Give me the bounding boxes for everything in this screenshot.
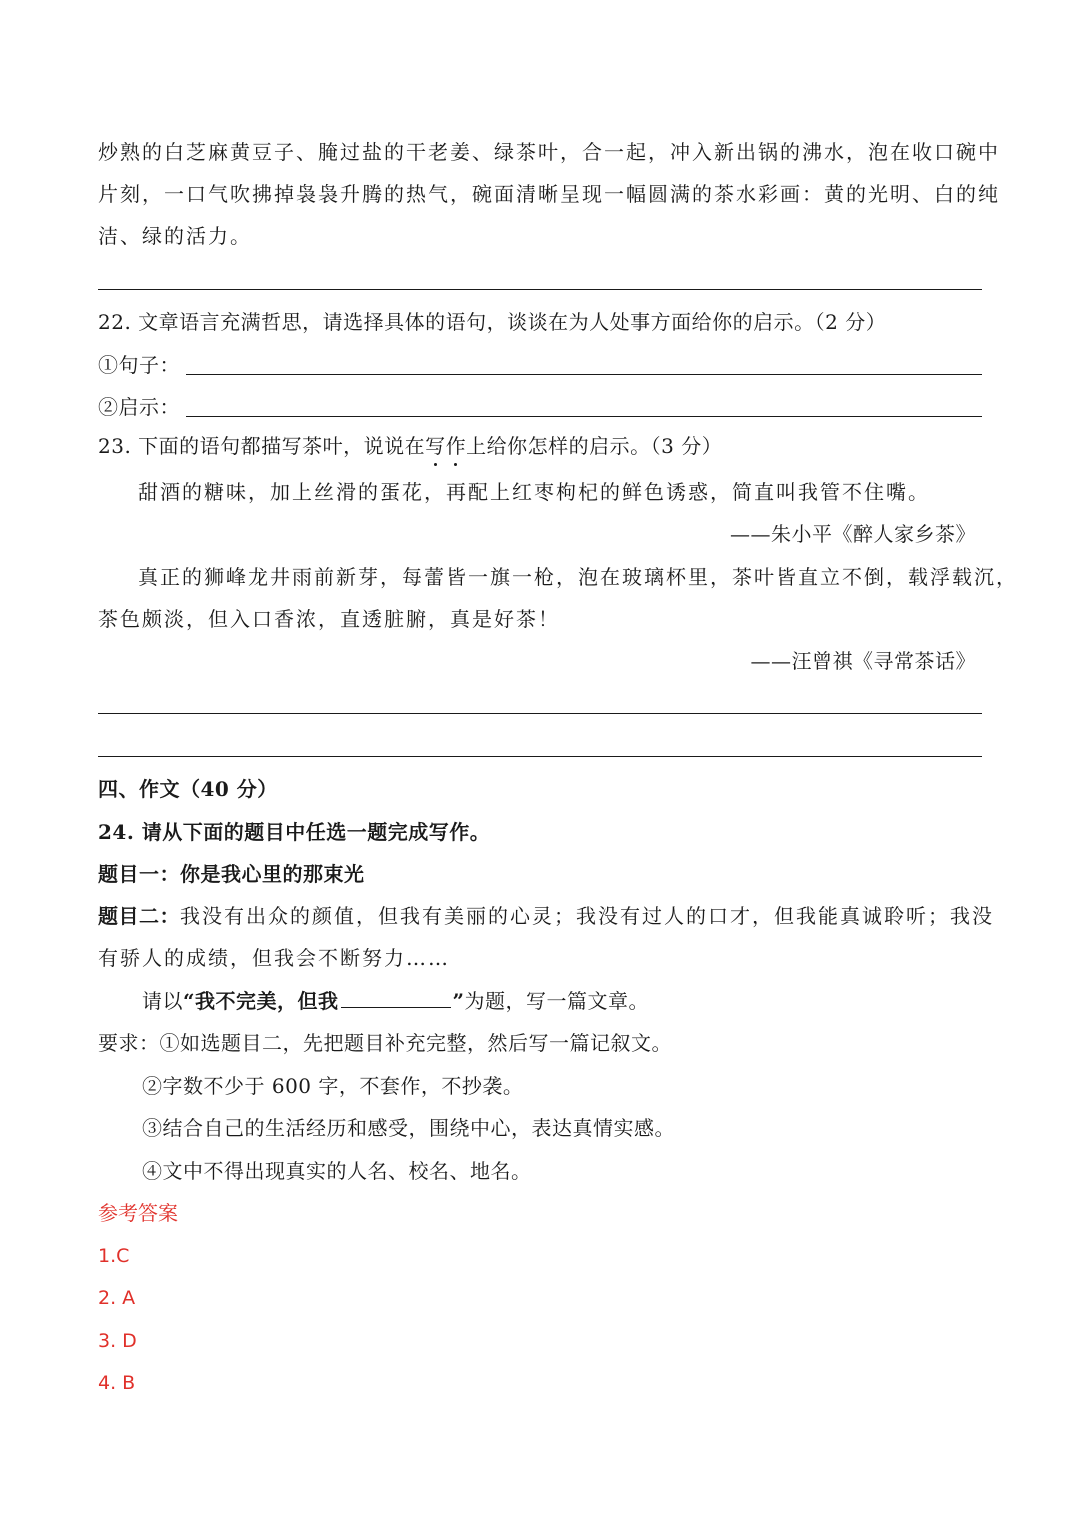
q23-source-2: ——汪曾祺《寻常茶话》	[750, 649, 976, 673]
q22-sentence-answer-line[interactable]	[186, 374, 982, 375]
title-blank[interactable]	[341, 987, 451, 1008]
topic-2-line-1	[98, 902, 994, 930]
question-22: 22. 文章语言充满哲思，请选择具体的语句，谈谈在为人处事方面给你的启示。（2 分）	[98, 310, 887, 334]
requirement-2: ②字数不少于 600 字，不套作，不抄袭。	[142, 1074, 524, 1098]
q23-answer-line-1[interactable]	[98, 713, 982, 714]
topic-2-label: 题目二：	[98, 904, 180, 928]
q23-quote-2-line-2: 茶色颇淡，但入口香浓，直透脏腑，真是好茶！	[98, 607, 560, 631]
q23-emphasis-char-2: 作	[445, 434, 467, 458]
q23-source-1: ——朱小平《醉人家乡茶》	[730, 522, 976, 546]
question-24: 24. 请从下面的题目中任选一题完成写作。	[98, 820, 491, 844]
q23-answer-line-2[interactable]	[98, 756, 982, 757]
answer-2: 2. A	[98, 1287, 136, 1309]
answer-1: 1.C	[98, 1245, 130, 1267]
topic-1: 题目一：你是我心里的那束光	[98, 862, 365, 886]
q23-emphasis-char-1: 写	[425, 434, 446, 458]
q23-prompt-before: 23. 下面的语句都描写茶叶，说说在	[98, 434, 426, 458]
requirement-4: ④文中不得出现真实的人名、校名、地名。	[142, 1159, 532, 1183]
topic-2-text: 我没有出众的颜值，但我有美丽的心灵；我没有过人的口才，但我能真诚聆听；我没	[180, 904, 994, 928]
title-prompt-pre: 请以	[142, 989, 183, 1013]
title-prompt-bold: “我不完美，但我	[183, 989, 339, 1013]
q22-insight-answer-line[interactable]	[186, 416, 982, 417]
title-prompt-quote-end: ”	[452, 989, 465, 1013]
requirement-3: ③结合自己的生活经历和感受，围绕中心，表达真情实感。	[142, 1116, 675, 1140]
passage-line-3: 洁、绿的活力。	[98, 224, 252, 248]
q22-sentence-label: ①句子：	[98, 353, 180, 377]
question-23	[98, 432, 722, 460]
answer-4: 4. B	[98, 1372, 136, 1394]
topic-2-line-2: 有骄人的成绩，但我会不断努力……	[98, 946, 450, 970]
title-prompt	[142, 987, 649, 1015]
title-prompt-post: 为题，写一篇文章。	[464, 989, 650, 1013]
q22-insight-label: ②启示：	[98, 395, 180, 419]
q23-prompt-after: 上给你怎样的启示。（3 分）	[466, 434, 723, 458]
q23-quote-1: 甜酒的糖味，加上丝滑的蛋花，再配上红枣枸杞的鲜色诱惑，简直叫我管不住嘴。	[138, 480, 930, 504]
requirement-1: 要求：①如选题目二，先把题目补充完整，然后写一篇记叙文。	[98, 1031, 672, 1055]
answer-3: 3. D	[98, 1330, 137, 1352]
answer-rule	[98, 289, 982, 290]
section-4-heading: 四、作文（40 分）	[98, 777, 278, 801]
passage-line-2: 片刻，一口气吹拂掉袅袅升腾的热气，碗面清晰呈现一幅圆满的茶水彩画：黄的光明、白的纯	[98, 182, 1000, 206]
answers-heading: 参考答案	[98, 1201, 178, 1225]
passage-line-1: 炒熟的白芝麻黄豆子、腌过盐的干老姜、绿茶叶，合一起，冲入新出锅的沸水，泡在收口碗中	[98, 140, 1000, 164]
q23-quote-2-line-1: 真正的狮峰龙井雨前新芽，每蕾皆一旗一枪，泡在玻璃杯里，茶叶皆直立不倒，载浮载沉，	[138, 565, 1018, 589]
